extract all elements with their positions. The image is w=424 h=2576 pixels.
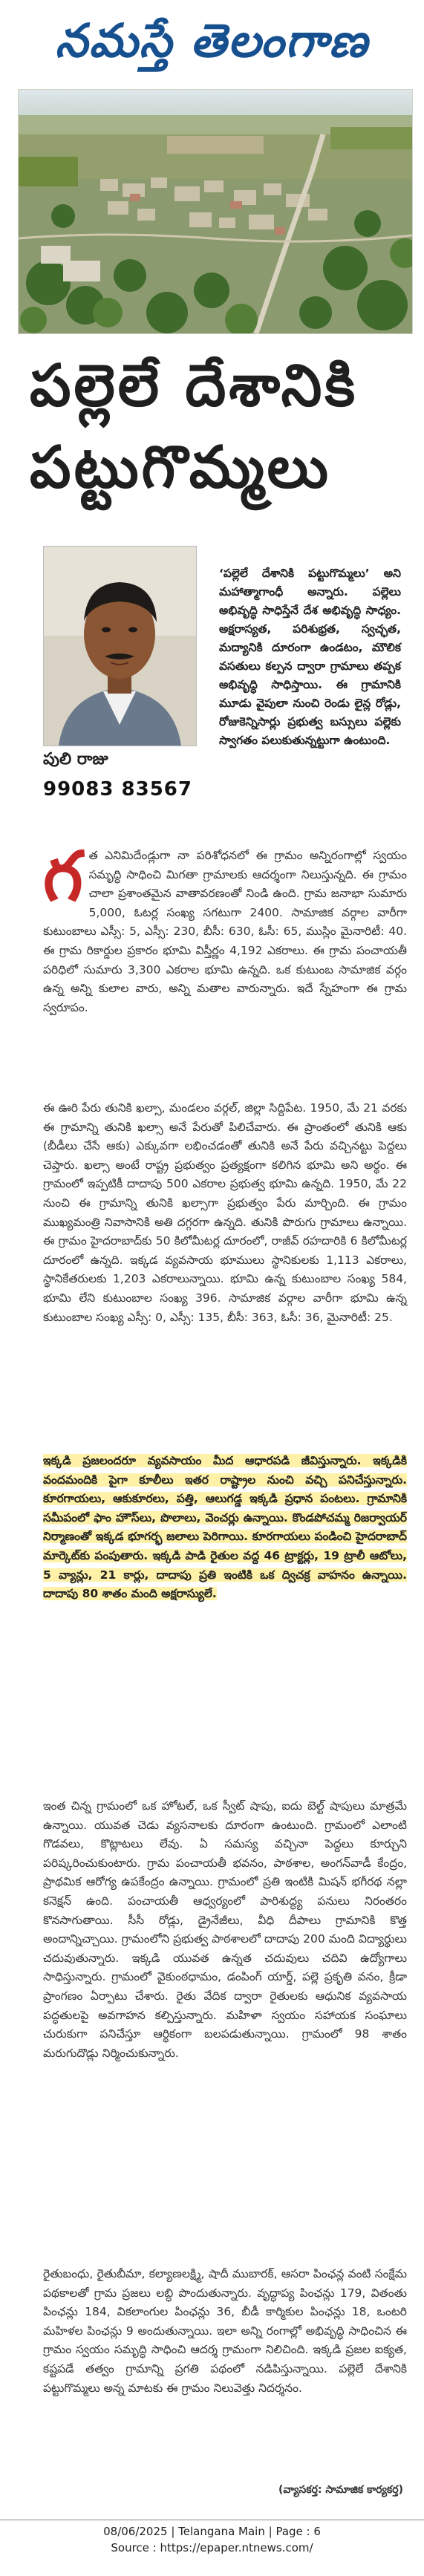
author-phone: 99083 83567 [43, 778, 192, 800]
drop-cap: గ [43, 836, 83, 916]
author-name: పులి రాజు [43, 750, 108, 769]
highlight-text: ఇక్కడి ప్రజలందరూ వ్యవసాయం మీద ఆధారపడి జీవిస్తున్నారు. ఇక్కడికి వందమందికి పైగా కూలీలు ఇతర రాష్ట్రాల నుంచి వచ్చి పనిచేస్తున్నారు. కూరగాయలు, ఆకుకూరలు, పత్తి, ఆలుగడ్డ ఇక్కడి ప్రధాన పంటలు. గ్రామానికి సమీపంలో ఫాం హౌస్‌లు, పొలాలు, వెంచర్లు ఉన్నాయి. కొండపోచమ్మ రిజర్వాయర్ నిర్మాణంతో ఇక్కడ భూగర్భ జలాలు పెరిగాయి. కూరగాయలు పండించి హైదరాబాద్ మార్కెట్‌కు పంపుతారు. ఇక్కడి పాడి రైతుల వద్ద 46 ట్రాక్టర్లు, 19 ట్రాలీ ఆటోలు, 5 వ్యాన్లు, 21 కార్లు, దాదాపు ప్రతి ఇంటికి ఒక ద్విచక్ర వాహనం ఉన్నాయి. దాదాపు 80 శాతం మంది అక్షరాస్యులే. [43, 1454, 407, 1601]
article-intro: ‘పల్లెలే దేశానికి పట్టుగొమ్మలు’ అని మహాత్మాగాంధీ అన్నారు. పల్లెలు అభివృద్ధి సాధిస్తేనే దేశ అభివృద్ధి సాధ్యం. అక్షరాస్యత, పరిశుభ్రత, స్వచ్ఛత, మద్యానికి దూరంగా ఉండటం, మౌలిక వసతులు కల్పన ద్వారా గ్రామాలు తప్పక అభివృద్ధి సాధిస్తాయి. ఈ గ్రామానికి మూడు వైపులా నుంచి రెండు లైన్ల రోడ్లు, రోజుకెన్నిసార్లు ప్రభుత్వ బస్సులు పల్లెకు స్వాగతం పలుకుతున్నట్టుగా ఉంటుంది. [219, 567, 401, 747]
masthead-title: నమస్తే తెలంగాణ [55, 13, 369, 68]
aerial-photo-graphic [19, 90, 412, 333]
headline-line-1: పల్లెలే దేశానికి [30, 353, 359, 420]
article-paragraph-1-text: త ఎనిమిదేండ్లుగా నా పరిశోధనలో ఈ గ్రామం అన్నిరంగాల్లో స్వయం సమృద్ధి సాధించి మిగతా గ్రామాలకు ఆదర్శంగా నిలుస్తున్నది. ఈ గ్రామం చాలా ప్రశాంతమైన వాతావరణంతో నిండి ఉంది. గ్రామ జనాభా సుమారు 5,000, ఓటర్ల సంఖ్య సగటుగా 2400. సామాజిక వర్గాల వారీగా కుటుంబాలు ఎస్సీ: 5, ఎస్సీ: 230, బీసీ: 630, ఓసీ: 65, ముస్లిం మైనారిటీ: 40. ఈ గ్రామ రికార్డుల ప్రకారం భూమి విస్తీర్ణం 4,192 ఎకరాలు. ఈ గ్రామ పంచాయతీ పరిధిలో సుమారు 3,300 ఎకరాల భూమి ఉన్నది. ఒక కుటుంబ సామాజిక వర్గం ఉన్న అన్ని కులాల వారు, అన్ని మతాల వారున్నారు. ఇదే స్నేహంగా ఈ గ్రామ స్వరూపం. [43, 849, 407, 1014]
article-paragraph-2: ఈ ఊరి పేరు తునికి ఖల్సా, మండలం వర్గల్, జిల్లా సిద్దిపేట. 1950, మే 21 వరకు ఈ గ్రామాన్ని తునికి ఖల్సా అనే పేరుతో పిలిచేవారు. ఈ ప్రాంతంలో తునికి ఆకు (బీడీలు చేసే ఆకు) ఎక్కువగా లభించడంతో తునికి అనే పేరు వచ్చినట్టు పెద్దలు చెప్తారు. ఖల్సా అంటే రాష్ట్ర ప్రభుత్వం ప్రత్యక్షంగా కలిగిన భూమి అని అర్థం. ఈ గ్రామంలో ఇప్పటికీ దాదాపు 500 ఎకరాల ప్రభుత్వ భూమి ఉన్నది. 1950, మే 22 నుంచి ఈ గ్రామాన్ని తునికి ఖల్సాగా ప్రభుత్వం పేరు మార్చింది. ఈ గ్రామం ముఖ్యమంత్రి నివాసానికి అతి దగ్గరగా ఉన్నది. తునికి పొరుగు గ్రామాలు ఉన్నాయి. ఈ గ్రామం హైదరాబాద్‌కు 50 కిలోమీటర్ల దూరంలో, రాజీవ్ రహదారికి 6 కిలోమీటర్ల దూరంలో ఉన్నది. ఇక్కడ వ్యవసాయ భూములు స్థానికులకు 1,113 ఎకరాలు, స్థానికేతరులకు 1,203 ఎకరాలున్నాయి. భూమి ఉన్న కుటుంబాల సంఖ్య 584, భూమి లేని కుటుంబాల సంఖ్య 396. సామాజిక వర్గాల వారీగా భూమి ఉన్న కుటుంబాల సంఖ్య ఎస్సీ: 0, ఎస్సీ: 135, బీసీ: 363, ఓసీ: 36, మైనారిటీ: 25. [43, 1101, 407, 1324]
author-portrait-graphic [44, 547, 196, 746]
author-note: (వ్యాసకర్త: సామాజిక కార్యకర్త) [278, 2484, 403, 2496]
article-paragraph-5: రైతుబంధు, రైతుబీమా, కల్యాణలక్ష్మి, షాదీ ముబారక్, ఆసరా పింఛన్ల వంటి సంక్షేమ పథకాలతో గ్రామ ప్రజలు లబ్ధి పొందుతున్నారు. వృద్ధాప్య పింఛన్లు 179, వితంతు పింఛన్లు 184, వికలాంగుల పింఛన్లు 36, బీడీ కార్మికుల పింఛన్లు 18, ఒంటరి మహిళల పింఛన్లు 9 అందుతున్నాయి. ఇలా అన్ని రంగాల్లో అభివృద్ధి సాధించిన ఈ గ్రామం స్వయం సమృద్ధి సాధించి ఆదర్శ గ్రామంగా నిలిచింది. ఇక్కడి ప్రజల ఐక్యత, కష్టపడే తత్వం గ్రామాన్ని ప్రగతి పథంలో నడిపిస్తున్నాయి. పల్లెలే దేశానికి పట్టుగొమ్మలు అన్న మాటకు ఈ గ్రామం నిలువెత్తు నిదర్శనం. [43, 2267, 407, 2395]
article-highlight-paragraph [43, 1452, 407, 1604]
footer-edition-line: 08/06/2025 | Telangana Main | Page : 6 [103, 2525, 321, 2538]
aerial-village-photo [18, 89, 413, 334]
masthead [0, 0, 424, 83]
headline-line-2: పట్టుగొమ్మలు [30, 434, 331, 501]
footer-source-line: Source : https://epaper.ntnews.com/ [111, 2541, 313, 2554]
article-paragraph-4: ఇంత చిన్న గ్రామంలో ఒక హోటల్, ఒక స్వీట్ షాపు, ఐదు బెల్ట్ షాపులు మాత్రమే ఉన్నాయి. యువత చెడు వ్యసనాలకు దూరంగా ఉంటుంది. గ్రామంలో ఎలాంటి గొడవలు, కొట్లాటలు లేవు. ఏ సమస్య వచ్చినా పెద్దలు కూర్చుని పరిష్కరించుకుంటారు. గ్రామ పంచాయతీ భవనం, పాఠశాల, అంగన్‌వాడీ కేంద్రం, ప్రాథమిక ఆరోగ్య ఉపకేంద్రం ఉన్నాయి. గ్రామంలో ప్రతి ఇంటికి మిషన్ భగీరథ నల్లా కనెక్షన్ ఉంది. పంచాయతీ ఆధ్వర్యంలో పారిశుద్ధ్య పనులు నిరంతరం కొనసాగుతాయి. సీసీ రోడ్లు, డ్రైనేజీలు, వీధి దీపాలు గ్రామానికి కొత్త అందాన్నిచ్చాయి. గ్రామంలోని ప్రభుత్వ పాఠశాలలో దాదాపు 200 మంది విద్యార్థులు చదువుతున్నారు. ఇక్కడి యువత ఉన్నత చదువులు చదివి ఉద్యోగాలు సాధిస్తున్నారు. గ్రామంలో వైకుంఠధామం, డంపింగ్ యార్డ్, పల్లె ప్రకృతి వనం, క్రీడా ప్రాంగణం ఏర్పాటు చేశారు. రైతు వేదిక ద్వారా రైతులకు ఆధునిక వ్యవసాయ పద్ధతులపై అవగాహన కల్పిస్తున్నారు. మహిళా స్వయం సహాయక సంఘాలు చురుకుగా పనిచేస్తూ ఆర్థికంగా బలపడుతున్నాయి. గ్రామంలో 98 శాతం మరుగుదొడ్లు నిర్మించుకున్నారు. [43, 1799, 407, 2060]
author-portrait [43, 546, 197, 746]
page-footer [0, 2523, 424, 2556]
article-paragraph-1 [43, 836, 407, 1017]
